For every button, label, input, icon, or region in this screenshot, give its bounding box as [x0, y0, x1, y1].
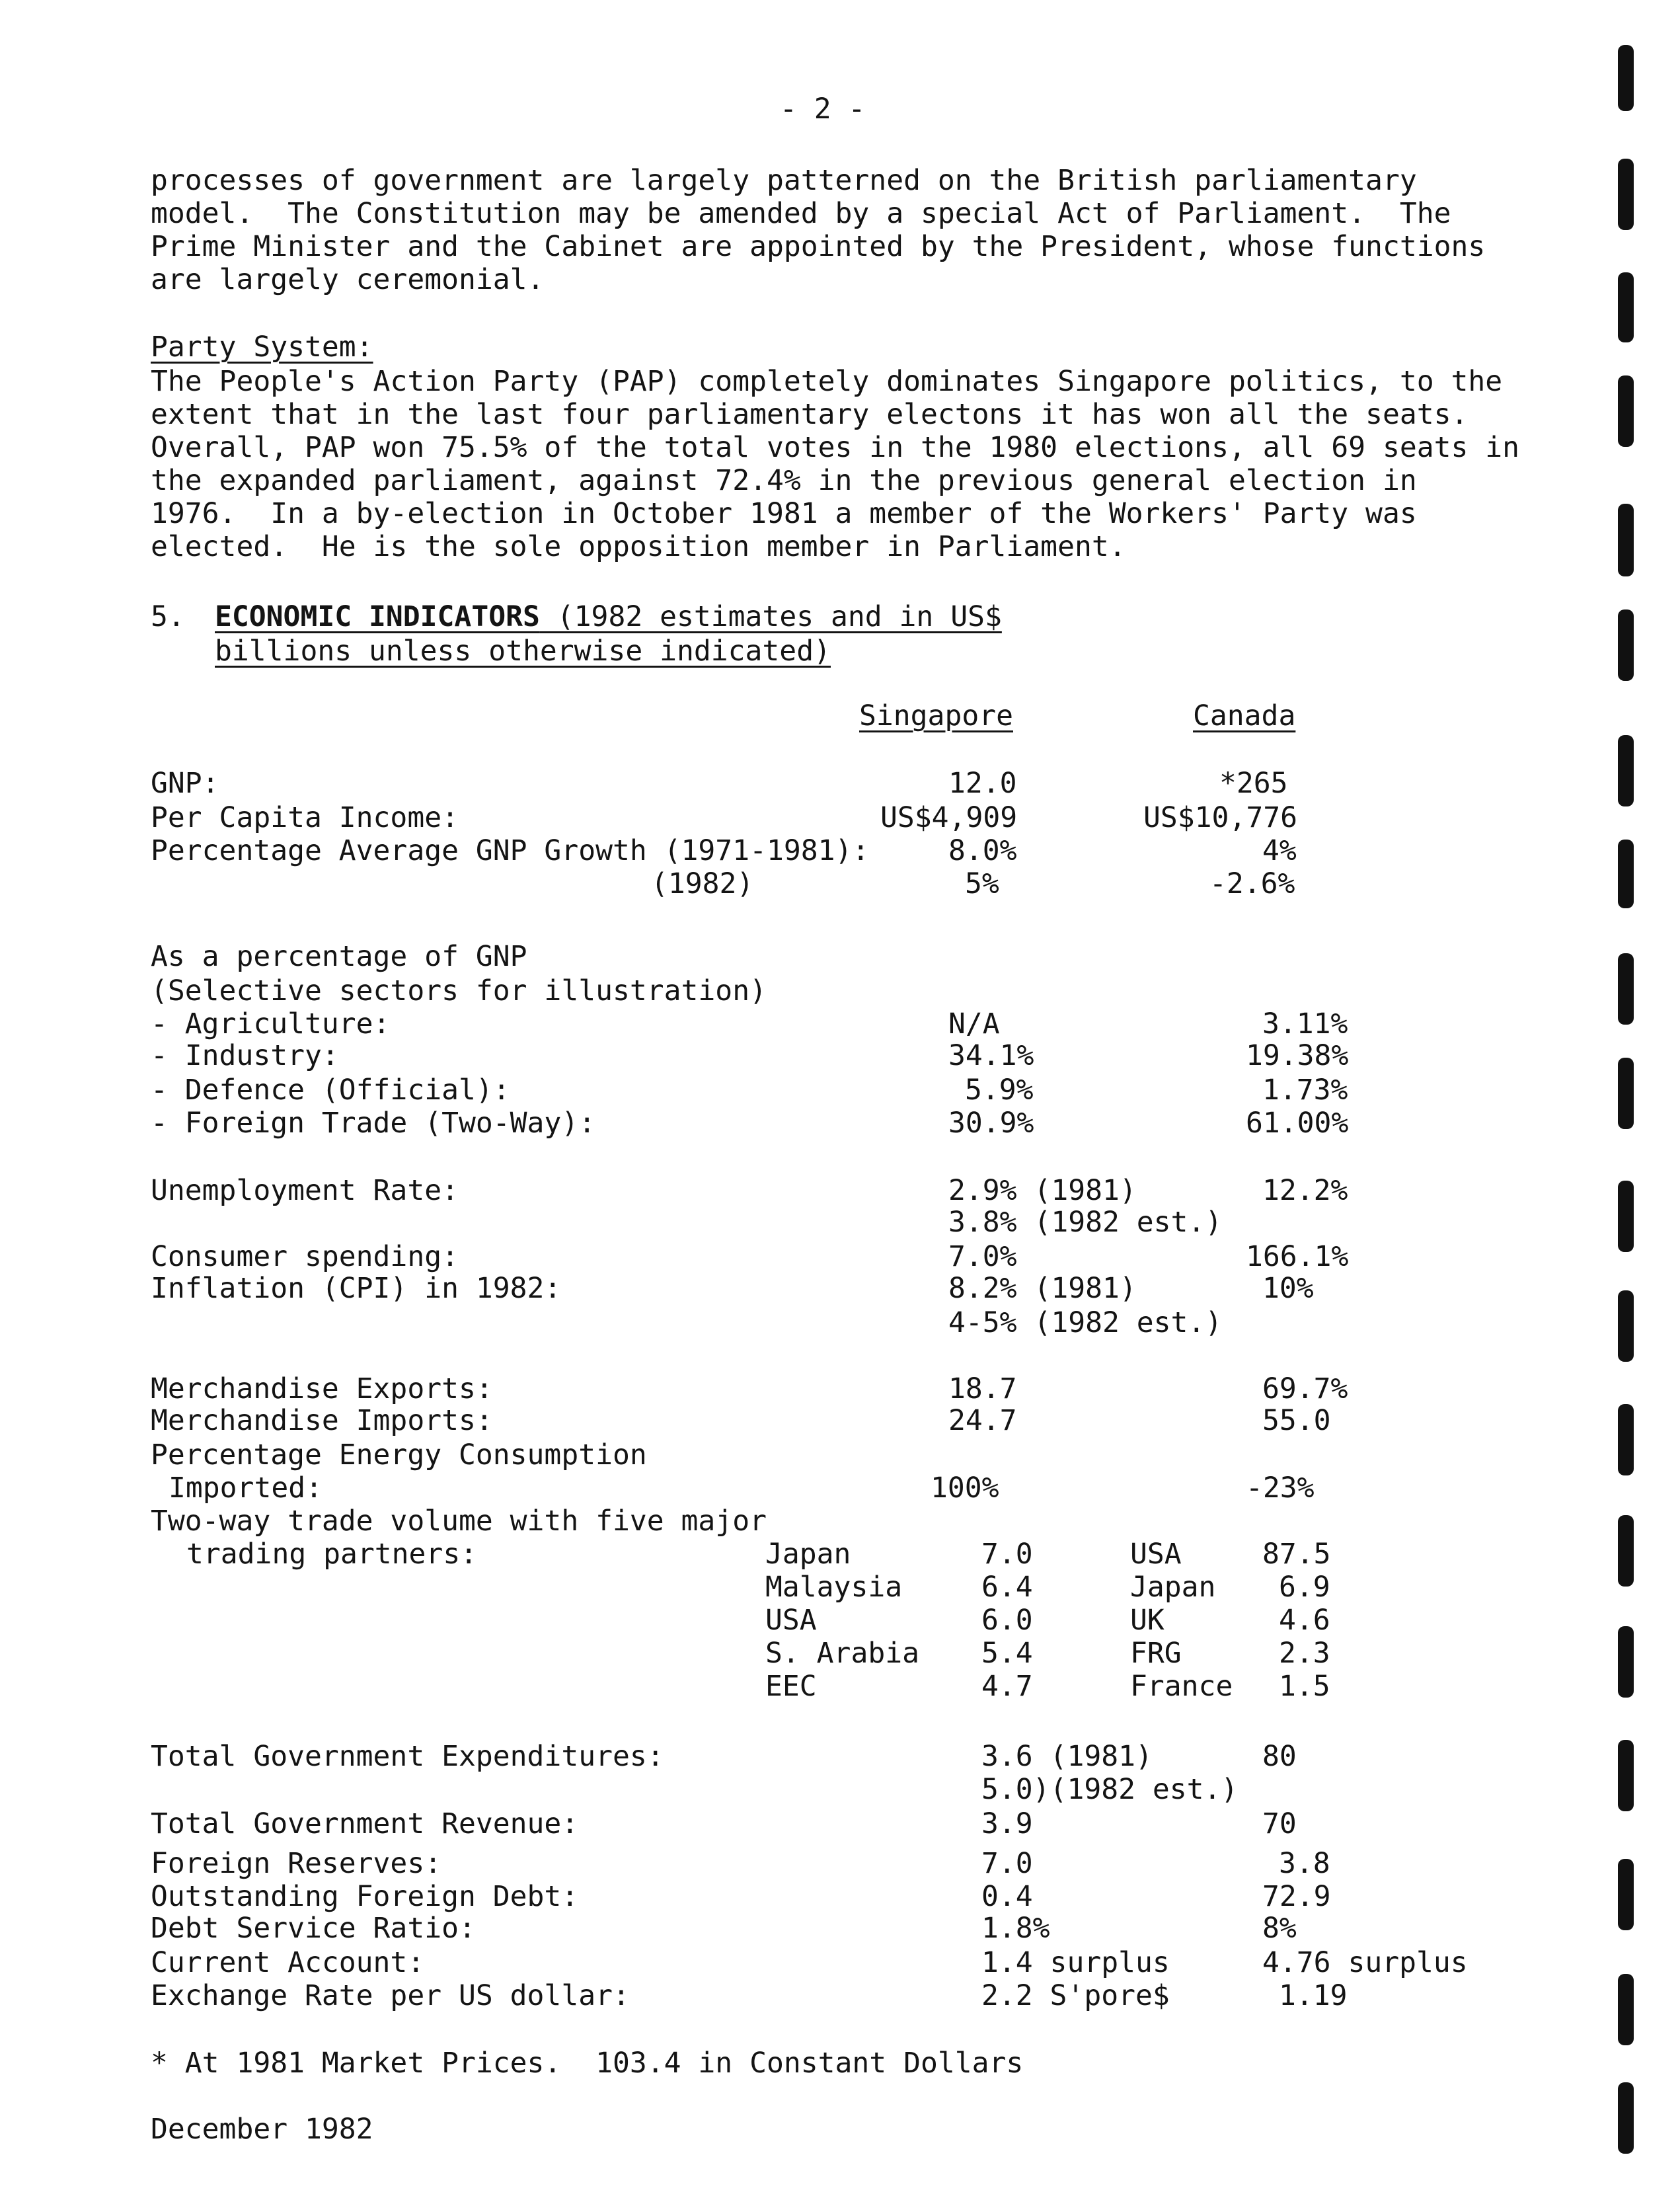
revenue-singapore: 3.9 — [981, 1807, 1033, 1840]
ca-partner-name: USA — [1130, 1538, 1182, 1571]
consumer-spending-canada: 166.1% — [1246, 1240, 1349, 1273]
binder-mark — [1618, 1859, 1634, 1930]
debt-service-canada: 8% — [1262, 1912, 1297, 1945]
per-capita-singapore: US$4,909 — [880, 801, 1018, 834]
exchange-rate-singapore: 2.2 S'pore$ — [981, 1979, 1170, 2012]
foreign-debt-singapore: 0.4 — [981, 1880, 1033, 1913]
per-capita-canada: US$10,776 — [1143, 801, 1297, 834]
party-line: The People's Action Party (PAP) completely dominates Singapore politics, to the — [151, 365, 1503, 398]
binder-mark — [1618, 953, 1634, 1025]
current-account-canada: 4.76 surplus — [1262, 1946, 1468, 1979]
sg-partner-name: Japan — [765, 1538, 851, 1571]
sg-partner-value: 6.4 — [981, 1571, 1033, 1604]
intro-line: processes of government are largely patterned on the British parliamentary — [151, 164, 1417, 197]
trade-label: Two-way trade volume with five major — [151, 1505, 767, 1538]
inflation-label: Inflation (CPI) in 1982: — [151, 1272, 562, 1305]
party-line: 1976. In a by-election in October 1981 a member of the Workers' Party was — [151, 497, 1417, 530]
unemployment-singapore: 2.9% (1981) — [948, 1174, 1137, 1207]
document-date: December 1982 — [151, 2113, 373, 2146]
trade-sublabel: trading partners: — [186, 1538, 478, 1571]
unemployment-singapore-est: 3.8% (1982 est.) — [948, 1206, 1223, 1239]
sg-partner-value: 4.7 — [981, 1670, 1033, 1703]
section-title-bold: ECONOMIC INDICATORS — [215, 600, 540, 633]
binder-mark — [1618, 272, 1634, 342]
debt-service-label: Debt Service Ratio: — [151, 1912, 476, 1945]
binder-mark — [1618, 840, 1634, 908]
defence-singapore: 5.9% — [965, 1074, 1034, 1107]
defence-canada: 1.73% — [1262, 1074, 1348, 1107]
party-line: Overall, PAP won 75.5% of the total votes in the 1980 elections, all 69 seats in — [151, 431, 1520, 464]
sg-partner-name: USA — [765, 1604, 817, 1637]
binder-mark — [1618, 1626, 1634, 1698]
binder-mark — [1618, 1515, 1634, 1587]
industry-singapore: 34.1% — [948, 1039, 1034, 1072]
agriculture-singapore: N/A — [948, 1007, 1000, 1040]
binder-mark — [1618, 1740, 1634, 1811]
party-line: the expanded parliament, against 72.4% in the previous general election in — [151, 464, 1417, 497]
unemployment-label: Unemployment Rate: — [151, 1174, 459, 1207]
agriculture-canada: 3.11% — [1262, 1007, 1348, 1040]
binder-mark — [1618, 1181, 1634, 1252]
ca-partner-value: 4.6 — [1279, 1604, 1330, 1637]
foreign-debt-label: Outstanding Foreign Debt: — [151, 1880, 579, 1913]
binder-mark — [1618, 1290, 1634, 1362]
binder-mark — [1618, 375, 1634, 447]
intro-paragraph — [151, 164, 1539, 296]
ca-partner-name: UK — [1130, 1604, 1165, 1637]
binder-mark — [1618, 1974, 1634, 2045]
party-system-paragraph — [151, 365, 1539, 563]
sg-partner-name: EEC — [765, 1670, 817, 1703]
binder-mark — [1618, 504, 1634, 576]
growth-1982-canada: -2.6% — [1209, 867, 1295, 900]
energy-singapore: 100% — [931, 1472, 999, 1505]
industry-canada: 19.38% — [1246, 1039, 1349, 1072]
page-number: - 2 - — [780, 93, 866, 126]
column-header-canada: Canada — [1193, 699, 1296, 732]
section-title — [215, 600, 1002, 633]
exports-canada: 69.7% — [1262, 1372, 1348, 1405]
defence-label: - Defence (Official): — [151, 1074, 510, 1107]
imports-singapore: 24.7 — [948, 1404, 1017, 1437]
growth-canada: 4% — [1262, 834, 1297, 867]
footnote: * At 1981 Market Prices. 103.4 in Constant Dollars — [151, 2047, 1024, 2080]
binder-mark — [1618, 159, 1634, 230]
current-account-label: Current Account: — [151, 1946, 425, 1979]
expenditures-singapore: 3.6 (1981) — [981, 1740, 1153, 1773]
section-number: 5. — [151, 600, 185, 633]
binder-mark — [1618, 2082, 1634, 2154]
sg-partner-value: 5.4 — [981, 1637, 1033, 1670]
expenditures-canada: 80 — [1262, 1740, 1297, 1773]
gnp-canada: *265 — [1219, 767, 1288, 800]
ca-partner-name: France — [1130, 1670, 1233, 1703]
sg-partner-name: Malaysia — [765, 1571, 903, 1604]
sg-partner-value: 7.0 — [981, 1538, 1033, 1571]
ca-partner-name: FRG — [1130, 1637, 1182, 1670]
energy-label: Percentage Energy Consumption — [151, 1438, 647, 1472]
party-line: elected. He is the sole opposition member in Parliament. — [151, 530, 1126, 563]
section-title-line2: billions unless otherwise indicated) — [215, 635, 831, 668]
ca-partner-value: 1.5 — [1279, 1670, 1330, 1703]
growth-singapore: 8.0% — [948, 834, 1017, 867]
binder-mark — [1618, 1404, 1634, 1475]
inflation-singapore: 8.2% (1981) — [948, 1272, 1137, 1305]
pct-gnp-sublabel: (Selective sectors for illustration) — [151, 974, 767, 1007]
ca-partner-value: 87.5 — [1262, 1538, 1331, 1571]
reserves-singapore: 7.0 — [981, 1847, 1033, 1880]
revenue-label: Total Government Revenue: — [151, 1807, 579, 1840]
inflation-canada: 10% — [1262, 1272, 1314, 1305]
binder-mark — [1618, 735, 1634, 806]
binder-mark — [1618, 45, 1634, 111]
growth-label: Percentage Average GNP Growth (1971-1981): — [151, 834, 870, 867]
pct-gnp-label: As a percentage of GNP — [151, 940, 527, 973]
ca-partner-name: Japan — [1130, 1571, 1216, 1604]
intro-line: are largely ceremonial. — [151, 263, 545, 296]
industry-label: - Industry: — [151, 1039, 339, 1072]
exchange-rate-canada: 1.19 — [1279, 1979, 1348, 2012]
consumer-spending-label: Consumer spending: — [151, 1240, 459, 1273]
revenue-canada: 70 — [1262, 1807, 1297, 1840]
intro-line: Prime Minister and the Cabinet are appointed by the President, whose functions — [151, 230, 1486, 263]
imports-label: Merchandise Imports: — [151, 1404, 493, 1437]
debt-service-singapore: 1.8% — [981, 1912, 1050, 1945]
expenditures-label: Total Government Expenditures: — [151, 1740, 664, 1773]
section-title-rest: (1982 estimates and in US$ — [539, 600, 1002, 633]
ca-partner-value: 6.9 — [1279, 1571, 1330, 1604]
binder-mark — [1618, 609, 1634, 681]
unemployment-canada: 12.2% — [1262, 1174, 1348, 1207]
foreign-trade-singapore: 30.9% — [948, 1107, 1034, 1140]
sg-partner-name: S. Arabia — [765, 1637, 919, 1670]
sg-partner-value: 6.0 — [981, 1604, 1033, 1637]
party-system-heading: Party System: — [151, 331, 373, 364]
party-line: extent that in the last four parliamentary electons it has won all the seats. — [151, 398, 1469, 431]
per-capita-label: Per Capita Income: — [151, 801, 459, 834]
foreign-trade-label: - Foreign Trade (Two-Way): — [151, 1107, 596, 1140]
consumer-spending-singapore: 7.0% — [948, 1240, 1017, 1273]
binder-mark — [1618, 1058, 1634, 1129]
exports-label: Merchandise Exports: — [151, 1372, 493, 1405]
reserves-canada: 3.8 — [1279, 1847, 1330, 1880]
reserves-label: Foreign Reserves: — [151, 1847, 442, 1880]
gnp-label: GNP: — [151, 767, 219, 800]
growth-1982-label: (1982) — [651, 867, 754, 900]
foreign-debt-canada: 72.9 — [1262, 1880, 1331, 1913]
foreign-trade-canada: 61.00% — [1246, 1107, 1349, 1140]
agriculture-label: - Agriculture: — [151, 1007, 391, 1040]
current-account-singapore: 1.4 surplus — [981, 1946, 1170, 1979]
imports-canada: 55.0 — [1262, 1404, 1331, 1437]
expenditures-singapore-est: 5.0)(1982 est.) — [981, 1773, 1239, 1806]
gnp-singapore: 12.0 — [948, 767, 1017, 800]
exports-singapore: 18.7 — [948, 1372, 1017, 1405]
inflation-singapore-est: 4-5% (1982 est.) — [948, 1306, 1223, 1339]
intro-line: model. The Constitution may be amended by a special Act of Parliament. The — [151, 197, 1451, 230]
energy-canada: -23% — [1246, 1472, 1315, 1505]
ca-partner-value: 2.3 — [1279, 1637, 1330, 1670]
energy-sublabel: Imported: — [169, 1472, 323, 1505]
exchange-rate-label: Exchange Rate per US dollar: — [151, 1979, 630, 2012]
growth-1982-singapore: 5% — [965, 867, 999, 900]
column-header-singapore: Singapore — [859, 699, 1013, 732]
